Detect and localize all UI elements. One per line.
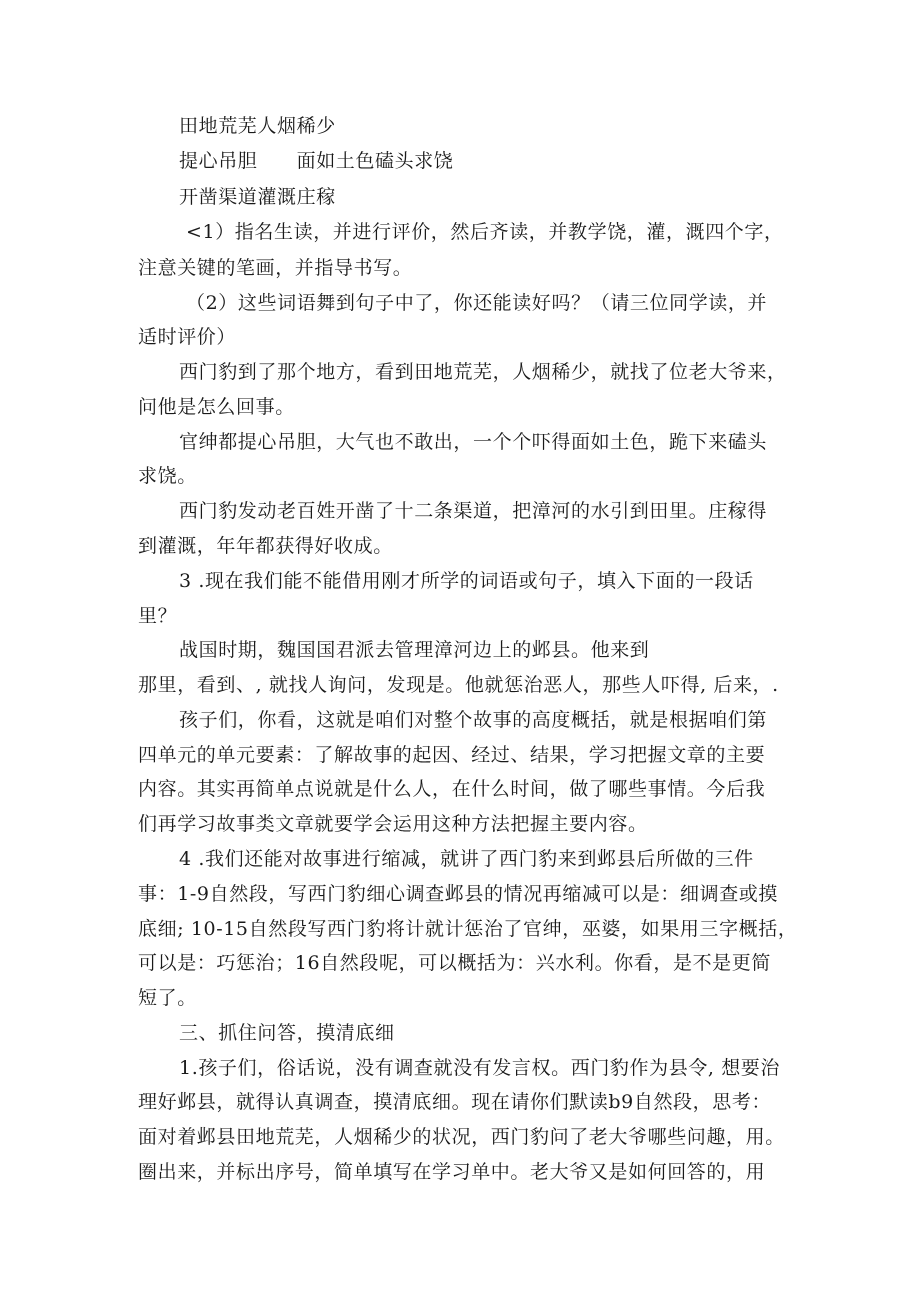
text-line: 西门豹发动老百姓开凿了十二条渠道，把漳河的水引到田里。庄稼得 bbox=[179, 500, 768, 522]
text-line: 问他是怎么回事。 bbox=[138, 396, 295, 418]
text-line: 圈出来，并标出序号，简单填写在学习单中。老大爷又是如何回答的，用 bbox=[138, 1161, 766, 1183]
text-line: 适时评价） bbox=[138, 326, 237, 348]
text-line: 求饶。 bbox=[138, 465, 197, 487]
text-line: 4 .我们还能对故事进行缩减，就讲了西门豹来到邺县后所做的三件 bbox=[179, 848, 754, 870]
text-line: 田地荒芜人烟稀少 bbox=[179, 115, 336, 137]
text-line: 可以是：巧惩治；16自然段呢，可以概括为：兴水利。你看，是不是更简 bbox=[138, 952, 771, 974]
text-line: 3 .现在我们能不能借用刚才所学的词语或句子，填入下面的一段话 bbox=[179, 570, 754, 592]
text-line: 面对着邺县田地荒芜，人烟稀少的状况，西门豹问了老大爷哪些问趣，用。 bbox=[138, 1126, 785, 1148]
text-line: 内容。其实再简单点说就是什么人，在什么时间，做了哪些事情。今后我 bbox=[138, 778, 766, 800]
text-line: 战国时期，魏国国君派去管理漳河边上的邺县。他来到 bbox=[179, 639, 650, 661]
text-line: 那里，看到、, 就找人询问，发现是。他就惩治恶人，那些人吓得, 后来，. bbox=[138, 674, 779, 696]
section-heading: 三、抓住问答，摸清底细 bbox=[179, 1022, 395, 1044]
text-line: 到灌溉，年年都获得好收成。 bbox=[138, 535, 393, 557]
text-line: 底细; 10-15自然段写西门豹将计就计惩治了官绅，巫婆，如果用三字概括， bbox=[138, 918, 798, 940]
text-line: 短了。 bbox=[138, 987, 197, 1009]
text-line: （2）这些词语舞到句子中了，你还能读好吗？（请三位同学读，并 bbox=[186, 292, 768, 314]
text-line: 事：1-9自然段，写西门豹细心调查邺县的情况再缩减可以是：细调查或摸 bbox=[138, 883, 778, 905]
text-line: 注意关键的笔画，并指导书写。 bbox=[138, 257, 413, 279]
text-line: 官绅都提心吊胆，大气也不敢出，一个个吓得面如土色，跪下来磕头 bbox=[179, 431, 768, 453]
text-line: 理好邺县，就得认真调查，摸清底细。现在请你们默读b9自然段，思考： bbox=[138, 1091, 772, 1113]
text-line: 西门豹到了那个地方，看到田地荒芜，人烟稀少，就找了位老大爷来， bbox=[179, 361, 787, 383]
text-line: 孩子们，你看，这就是咱们对整个故事的高度概括，就是根据咱们第 bbox=[179, 709, 768, 731]
text-line: <1）指名生读，并进行评价，然后齐读，并教学饶，灌，溉四个字， bbox=[186, 221, 784, 243]
text-line: 开凿渠道灌溉庄稼 bbox=[179, 186, 336, 208]
text-line: 四单元的单元要素：了解故事的起因、经过、结果，学习把握文章的主要 bbox=[138, 744, 766, 766]
text-line: 里？ bbox=[138, 605, 178, 627]
text-line: 们再学习故事类文章就要学会运用这种方法把握主要内容。 bbox=[138, 813, 648, 835]
text-line: 提心吊胆 面如土色磕头求饶 bbox=[179, 150, 454, 172]
text-line: 1.孩子们，俗话说，没有调查就没有发言权。西门豹作为县令, 想要治 bbox=[179, 1057, 781, 1079]
